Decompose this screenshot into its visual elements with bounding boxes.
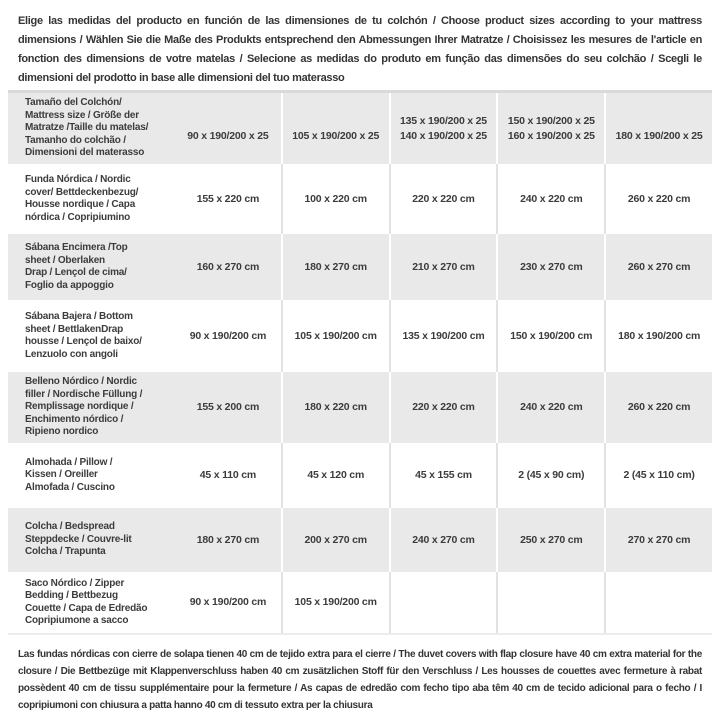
row-label: Funda Nórdica / Nordic cover/ Bettdeckenbezug/ Housse nordique / Capa nórdica / Copripiumino: [25, 174, 139, 223]
table-row: [8, 572, 712, 633]
size-value-cell: 155 x 200 cm: [196, 401, 260, 413]
row-label: Sábana Encimera /Top sheet / Oberlaken Drap / Lençol de cima/ Foglio da appoggio: [25, 242, 128, 291]
size-value-cell: 240 x 220 cm: [496, 164, 604, 234]
row-label: Saco Nórdico / Zipper Bedding / Bettbezug Couette / Capa de Edredão Copripiumone a sacco: [25, 577, 148, 626]
size-value-cell: 200 x 270 cm: [281, 508, 389, 572]
table-row: [8, 372, 712, 443]
row-label: Belleno Nórdico / Nordic filler / Nordische Füllung / Remplissage nordique / Enchimento nórdico / Ripieno nordico: [25, 376, 143, 438]
table-row: [8, 164, 712, 234]
size-value-cell: [496, 572, 604, 633]
size-value-cell: 180 x 220 cm: [281, 372, 389, 443]
size-value-cell: 160 x 270 cm: [196, 260, 260, 273]
size-value-cell: 240 x 220 cm: [496, 372, 604, 443]
size-value-cell: 260 x 220 cm: [604, 164, 712, 234]
table-row: [8, 300, 712, 372]
table-row: [8, 443, 712, 508]
size-value-cell: 105 x 190/200 cm: [281, 572, 389, 633]
size-value-cell: 90 x 190/200 cm: [189, 596, 267, 608]
size-value-cell: 180 x 190/200 x 25: [604, 93, 712, 164]
header-text: Elige las medidas del producto en función de las dimensiones de tu colchón / Choose product sizes according to your mattress dimensions / Wählen Sie die Maße des Produkts entsprechend den Abmessungen Ihrer Matratze / Choisissez les mesures de l'article en fonction des dimensions de votre matelas / Selecione as medidas do produto em função das dimensões do seu colchão / Scegli le dimensioni del prodotto in base alle dimensioni del tuo materasso: [18, 15, 702, 84]
size-value-cell: 90 x 190/200 x 25: [187, 130, 269, 142]
size-value-cell: 100 x 220 cm: [281, 164, 389, 234]
size-value-cell: 90 x 190/200 cm: [189, 329, 267, 342]
size-value-cell: 45 x 155 cm: [389, 443, 497, 508]
size-value-cell: 270 x 270 cm: [604, 508, 712, 572]
size-value-cell: 45 x 120 cm: [281, 443, 389, 508]
size-value-cell: 260 x 220 cm: [604, 372, 712, 443]
size-value-cell: 220 x 220 cm: [389, 164, 497, 234]
size-value-cell: 2 (45 x 90 cm): [496, 443, 604, 508]
size-value-cell: 180 x 190/200 cm: [604, 300, 712, 372]
size-value-cell: 135 x 190/200 cm: [389, 300, 497, 372]
footer-text: Las fundas nórdicas con cierre de solapa tienen 40 cm de tejido extra para el cierre / The duvet covers with flap closure have 40 cm extra material for the closure / Die Bettbezüge mit Klappenverschluss haben 40 cm zusätzlichen Stoff für den Verschluss / Les housses de couettes avec fermeture à rabat possèdent 40 cm de tissu supplémentaire pour la fermeture / As capas de edredão com fecho tipo aba têm 40 cm de tecido adicional para o fecho / I copripiumoni con chiusura a patta hanno 40 cm di tessuto extra per la chiusura: [18, 649, 702, 711]
size-table: [8, 90, 712, 635]
size-value-cell: 260 x 270 cm: [604, 234, 712, 300]
table-row: [8, 508, 712, 572]
size-value-cell: 250 x 270 cm: [496, 508, 604, 572]
size-value-cell: 105 x 190/200 cm: [281, 300, 389, 372]
row-label: Colcha / Bedspread Steppdecke / Couvre-lit Colcha / Trapunta: [25, 521, 132, 558]
size-value-cell: 2 (45 x 110 cm): [604, 443, 712, 508]
size-value-cell: 105 x 190/200 x 25: [281, 93, 389, 164]
size-value-cell: 210 x 270 cm: [389, 234, 497, 300]
row-label: Sábana Bajera / Bottom sheet / BettlakenDrap housse / Lençol de baixo/ Lenzuolo con angoli: [25, 311, 142, 360]
size-value-cell: 150 x 190/200 cm: [496, 300, 604, 372]
size-value-cell: 135 x 190/200 x 25 140 x 190/200 x 25: [389, 93, 497, 164]
size-value-cell: 155 x 220 cm: [196, 192, 260, 205]
table-row: [8, 93, 712, 164]
size-value-cell: [389, 572, 497, 633]
size-value-cell: [604, 572, 712, 633]
size-value-cell: 230 x 270 cm: [496, 234, 604, 300]
size-value-cell: 180 x 270 cm: [281, 234, 389, 300]
size-value-cell: 180 x 270 cm: [196, 533, 260, 546]
row-label: Tamaño del Colchón/ Mattress size / Größe der Matratze /Taille du matelas/ Tamanho do colchão / Dimensioni del materasso: [25, 97, 149, 159]
size-value-cell: 220 x 220 cm: [389, 372, 497, 443]
row-label: Almohada / Pillow / Kissen / Oreiller Almofada / Cuscino: [25, 456, 115, 493]
size-value-cell: 150 x 190/200 x 25 160 x 190/200 x 25: [496, 93, 604, 164]
size-value-cell: 240 x 270 cm: [389, 508, 497, 572]
table-row: [8, 234, 712, 300]
size-value-cell: 45 x 110 cm: [199, 469, 256, 481]
